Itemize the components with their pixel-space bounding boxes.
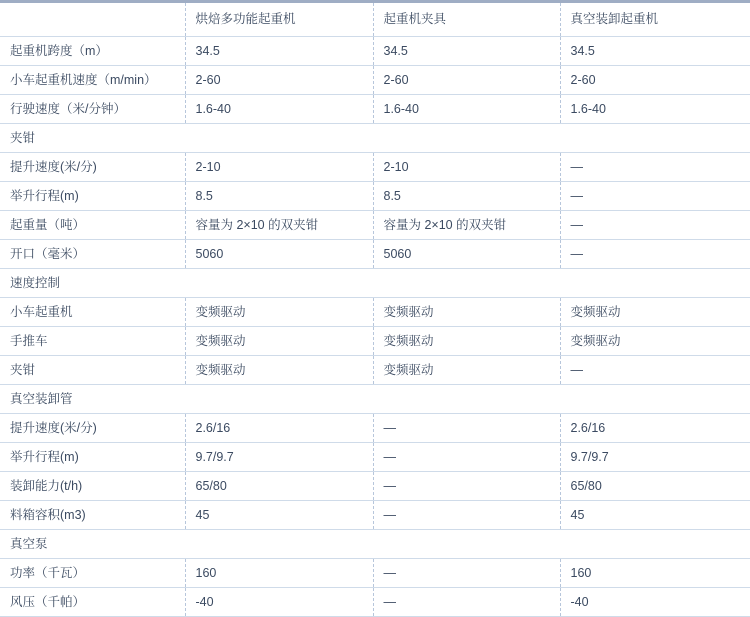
table-row <box>0 240 750 269</box>
table-row <box>0 37 750 66</box>
table-row <box>0 356 750 385</box>
spec-label-cell: 装卸能力(t/h) <box>0 472 185 501</box>
spec-label-cell: 举升行程(m) <box>0 443 185 472</box>
spec-value-cell: 9.7/9.7 <box>560 443 750 472</box>
spec-label-cell: 起重量（吨） <box>0 211 185 240</box>
table-row <box>0 588 750 617</box>
spec-value-cell: 变频驱动 <box>560 327 750 356</box>
spec-value-cell: 2-10 <box>373 153 560 182</box>
spec-value-cell: 34.5 <box>560 37 750 66</box>
spec-value-cell: 容量为 2×10 的双夹钳 <box>185 211 373 240</box>
table-row <box>0 153 750 182</box>
section-header-row <box>0 269 750 298</box>
section-title: 速度控制 <box>0 269 750 298</box>
spec-value-cell: 变频驱动 <box>373 327 560 356</box>
spec-value-cell: — <box>373 559 560 588</box>
spec-value-cell: — <box>373 501 560 530</box>
table-header <box>0 2 750 37</box>
table-row <box>0 95 750 124</box>
spec-value-cell: 65/80 <box>560 472 750 501</box>
table-row <box>0 327 750 356</box>
spec-value-cell: 2-60 <box>373 66 560 95</box>
table-body <box>0 37 750 617</box>
spec-value-cell: 2-60 <box>560 66 750 95</box>
section-title: 真空泵 <box>0 530 750 559</box>
spec-value-cell: — <box>560 240 750 269</box>
spec-value-cell: — <box>373 472 560 501</box>
spec-label-cell: 功率（千瓦） <box>0 559 185 588</box>
table-row <box>0 472 750 501</box>
spec-label-cell: 夹钳 <box>0 356 185 385</box>
spec-value-cell: 160 <box>185 559 373 588</box>
spec-value-cell: 2-10 <box>185 153 373 182</box>
spec-value-cell: 9.7/9.7 <box>185 443 373 472</box>
spec-value-cell: — <box>560 211 750 240</box>
column-header-crane-clamp: 起重机夹具 <box>373 2 560 37</box>
spec-value-cell: 160 <box>560 559 750 588</box>
spec-value-cell: 变频驱动 <box>560 298 750 327</box>
spec-value-cell: — <box>560 182 750 211</box>
spec-label-cell: 举升行程(m) <box>0 182 185 211</box>
spec-value-cell: 2.6/16 <box>185 414 373 443</box>
table-row <box>0 501 750 530</box>
section-header-row <box>0 124 750 153</box>
spec-value-cell: 2.6/16 <box>560 414 750 443</box>
spec-value-cell: — <box>373 443 560 472</box>
section-header-row <box>0 530 750 559</box>
table-row <box>0 559 750 588</box>
spec-value-cell: 1.6-40 <box>185 95 373 124</box>
spec-value-cell: 45 <box>185 501 373 530</box>
spec-value-cell: 2-60 <box>185 66 373 95</box>
table-header-row <box>0 2 750 37</box>
spec-label-cell: 起重机跨度（m） <box>0 37 185 66</box>
spec-value-cell: -40 <box>560 588 750 617</box>
spec-label-cell: 行驶速度（米/分钟） <box>0 95 185 124</box>
spec-value-cell: 34.5 <box>185 37 373 66</box>
spec-value-cell: 34.5 <box>373 37 560 66</box>
spec-value-cell: 8.5 <box>185 182 373 211</box>
spec-label-cell: 小车起重机速度（m/min） <box>0 66 185 95</box>
section-header-row <box>0 385 750 414</box>
spec-label-cell: 小车起重机 <box>0 298 185 327</box>
spec-label-cell: 开口（毫米） <box>0 240 185 269</box>
table-row <box>0 298 750 327</box>
table-row <box>0 66 750 95</box>
spec-value-cell: 容量为 2×10 的双夹钳 <box>373 211 560 240</box>
spec-value-cell: — <box>560 356 750 385</box>
spec-label-cell: 提升速度(米/分) <box>0 153 185 182</box>
table-row <box>0 211 750 240</box>
spec-label-cell: 提升速度(米/分) <box>0 414 185 443</box>
column-header-spec-name <box>0 2 185 37</box>
table-row <box>0 414 750 443</box>
table-row <box>0 443 750 472</box>
section-title: 夹钳 <box>0 124 750 153</box>
spec-label-cell: 料箱容积(m3) <box>0 501 185 530</box>
spec-value-cell: 变频驱动 <box>373 356 560 385</box>
spec-value-cell: 变频驱动 <box>185 298 373 327</box>
column-header-vacuum-crane: 真空装卸起重机 <box>560 2 750 37</box>
spec-value-cell: -40 <box>185 588 373 617</box>
spec-label-cell: 手推车 <box>0 327 185 356</box>
spec-value-cell: — <box>373 588 560 617</box>
section-title: 真空装卸管 <box>0 385 750 414</box>
spec-value-cell: 8.5 <box>373 182 560 211</box>
spec-value-cell: — <box>373 414 560 443</box>
spec-value-cell: 65/80 <box>185 472 373 501</box>
spec-value-cell: 变频驱动 <box>185 327 373 356</box>
table-row <box>0 182 750 211</box>
spec-value-cell: 变频驱动 <box>373 298 560 327</box>
spec-label-cell: 风压（千帕） <box>0 588 185 617</box>
column-header-multifunction-crane: 烘焙多功能起重机 <box>185 2 373 37</box>
spec-value-cell: 5060 <box>373 240 560 269</box>
spec-value-cell: — <box>560 153 750 182</box>
spec-value-cell: 变频驱动 <box>185 356 373 385</box>
spec-value-cell: 1.6-40 <box>373 95 560 124</box>
spec-value-cell: 1.6-40 <box>560 95 750 124</box>
spec-value-cell: 5060 <box>185 240 373 269</box>
spec-value-cell: 45 <box>560 501 750 530</box>
